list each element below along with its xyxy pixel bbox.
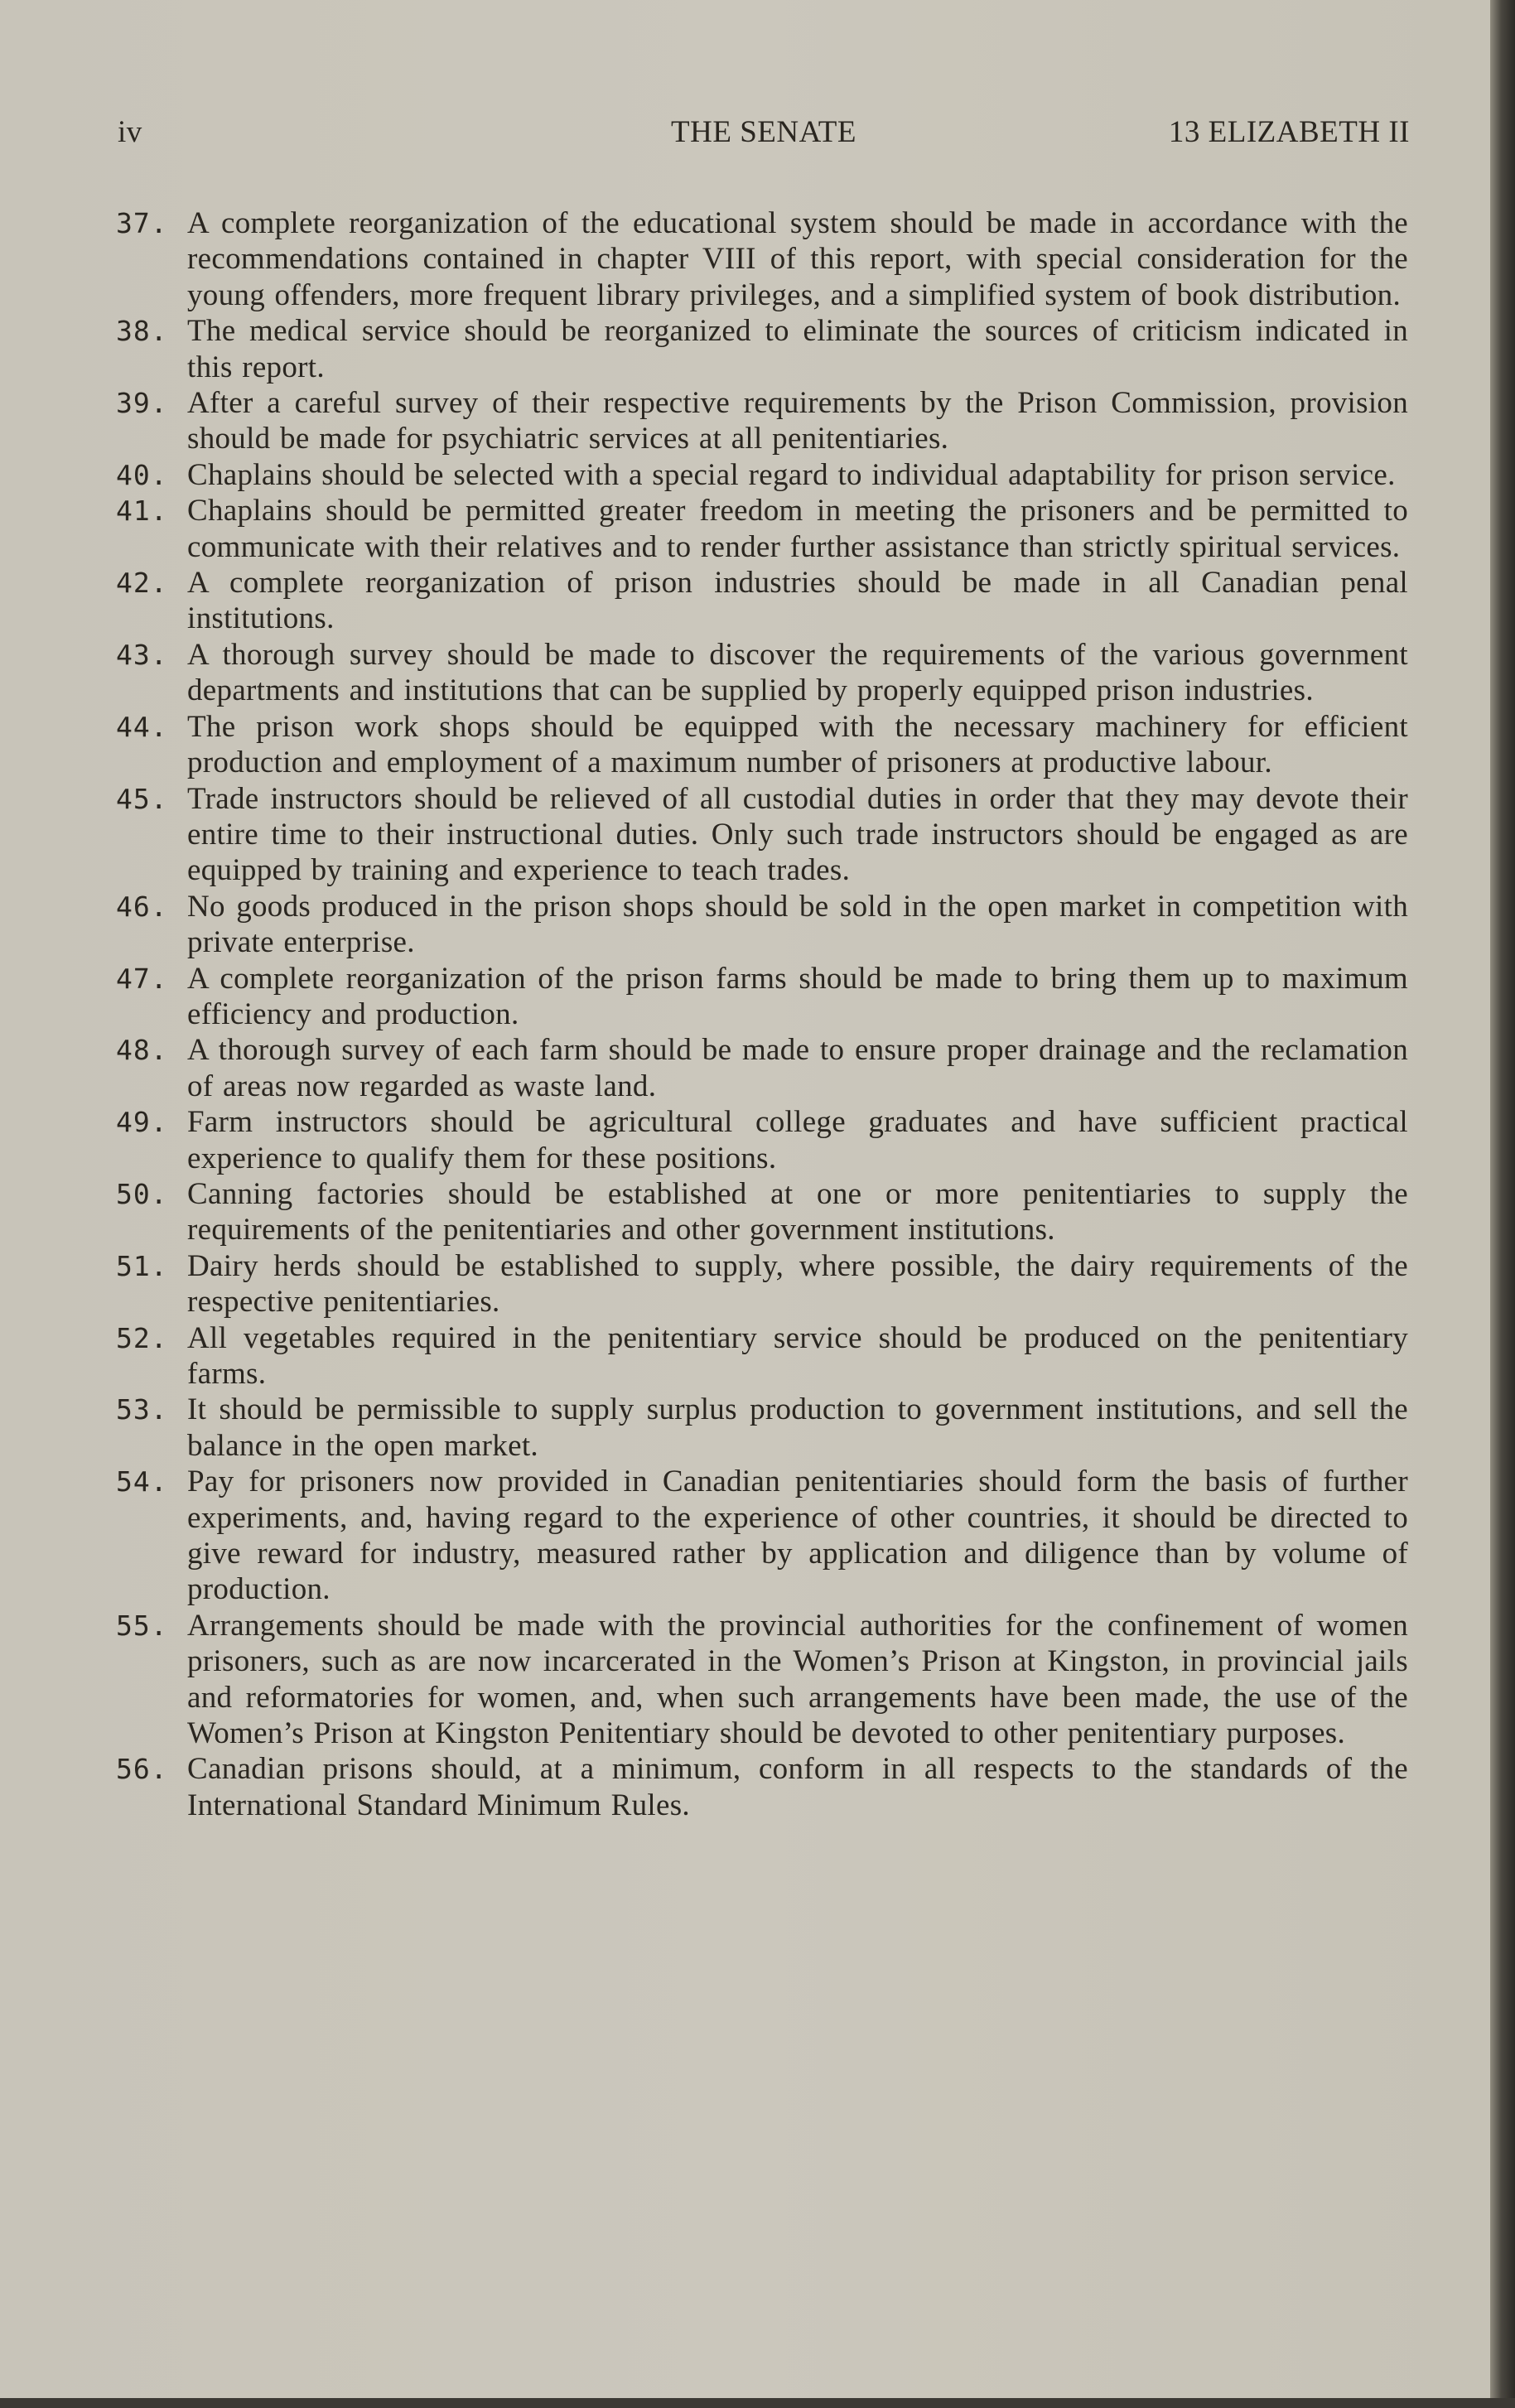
item-number: 53. bbox=[116, 1393, 168, 1426]
item-number: 39. bbox=[116, 387, 168, 420]
item-number: 42. bbox=[116, 567, 168, 600]
page-bottom-edge bbox=[0, 2398, 1515, 2408]
item-number: 51. bbox=[116, 1249, 168, 1282]
header-session: 13 ELIZABETH II bbox=[1168, 115, 1410, 149]
item-text: A thorough survey of each farm should be made to ensure proper drainage and the reclamation of areas now regarded as waste land. bbox=[187, 1033, 1408, 1103]
recommendation-item bbox=[116, 493, 1408, 565]
item-text: All vegetables required in the penitentiary service should be produced on the penitentiary farms. bbox=[187, 1320, 1408, 1391]
item-number: 49. bbox=[116, 1106, 168, 1139]
item-number: 38. bbox=[116, 315, 168, 348]
item-number: 40. bbox=[116, 458, 168, 491]
recommendation-item bbox=[116, 889, 1408, 961]
header-title: THE SENATE bbox=[671, 115, 856, 149]
item-number: 56. bbox=[116, 1753, 168, 1786]
item-text: Canadian prisons should, at a minimum, conform in all respects to the standards of the International Standard Minimum Rules. bbox=[187, 1752, 1408, 1822]
item-text: Farm instructors should be agricultural college graduates and have sufficient practical experience to qualify them for these positions. bbox=[187, 1105, 1408, 1175]
item-text: A complete reorganization of the prison farms should be made to bring them up to maximum efficiency and production. bbox=[187, 961, 1408, 1031]
item-text: A complete reorganization of the educational system should be made in accordance with the recommendations contained in chapter VIII of this report, with special consideration for the young offenders, more frequent library privileges, and a simplified system of book distribution. bbox=[187, 206, 1408, 312]
recommendation-item bbox=[116, 1176, 1408, 1248]
running-header bbox=[118, 114, 1410, 151]
item-text: Canning factories should be established at one or more penitentiaries to supply the requirements of the penitentiaries and other government institutions. bbox=[187, 1176, 1408, 1247]
recommendation-item bbox=[116, 205, 1408, 313]
item-number: 54. bbox=[116, 1465, 168, 1498]
item-text: It should be permissible to supply surplus production to government institutions, and sell the balance in the open market. bbox=[187, 1392, 1408, 1463]
recommendation-item bbox=[116, 637, 1408, 709]
item-text: Arrangements should be made with the provincial authorities for the confinement of women prisoners, such as are now incarcerated in the Women’s Prison at Kingston, in provincial jails and reformatories for women, and, when such arrangements have been made, the use of the Women’s Prison at Kingston Penitentiary should be devoted to other penitentiary purposes. bbox=[187, 1608, 1408, 1751]
recommendation-item bbox=[116, 1248, 1408, 1320]
recommendations-list bbox=[116, 205, 1408, 1823]
recommendation-item bbox=[116, 385, 1408, 457]
recommendation-item bbox=[116, 709, 1408, 781]
item-text: Chaplains should be permitted greater freedom in meeting the prisoners and be permitted to communicate with their relatives and to render further assistance than strictly spiritual services. bbox=[187, 494, 1408, 564]
item-number: 46. bbox=[116, 890, 168, 923]
book-spine-edge bbox=[1490, 0, 1515, 2408]
recommendation-item bbox=[116, 781, 1408, 889]
recommendation-item bbox=[116, 1608, 1408, 1752]
item-number: 52. bbox=[116, 1321, 168, 1354]
item-number: 47. bbox=[116, 962, 168, 995]
item-number: 37. bbox=[116, 207, 168, 239]
item-number: 48. bbox=[116, 1034, 168, 1067]
recommendation-item bbox=[116, 1751, 1408, 1823]
item-text: Trade instructors should be relieved of all custodial duties in order that they may devote their entire time to their instructional duties. Only such trade instructors should be engaged as are equipped by training and experience to teach trades. bbox=[187, 781, 1408, 888]
item-text: A thorough survey should be made to discover the requirements of the various government departments and institutions that can be supplied by properly equipped prison industries. bbox=[187, 637, 1408, 708]
recommendation-item bbox=[116, 1104, 1408, 1176]
recommendation-item bbox=[116, 961, 1408, 1033]
recommendation-item bbox=[116, 1320, 1408, 1392]
recommendation-item bbox=[116, 457, 1408, 493]
item-number: 45. bbox=[116, 782, 168, 815]
item-text: The medical service should be reorganized to eliminate the sources of criticism indicated in this report. bbox=[187, 314, 1408, 384]
item-number: 55. bbox=[116, 1609, 168, 1642]
recommendation-item bbox=[116, 1464, 1408, 1608]
item-number: 44. bbox=[116, 710, 168, 743]
item-text: No goods produced in the prison shops should be sold in the open market in competition with private enterprise. bbox=[187, 889, 1408, 960]
item-text: A complete reorganization of prison industries should be made in all Canadian penal institutions. bbox=[187, 566, 1408, 636]
item-number: 50. bbox=[116, 1177, 168, 1210]
item-text: The prison work shops should be equipped with the necessary machinery for efficient production and employment of a maximum number of prisoners at productive labour. bbox=[187, 709, 1408, 780]
recommendation-item bbox=[116, 565, 1408, 637]
item-number: 43. bbox=[116, 638, 168, 671]
item-text: Pay for prisoners now provided in Canadian penitentiaries should form the basis of further experiments, and, having regard to the experience of other countries, it should be directed to give reward for industry, measured rather by application and diligence than by volume of production. bbox=[187, 1465, 1408, 1607]
item-number: 41. bbox=[116, 495, 168, 528]
item-text: Dairy herds should be established to supply, where possible, the dairy requirements of the respective penitentiaries. bbox=[187, 1248, 1408, 1320]
recommendation-item bbox=[116, 313, 1408, 385]
item-text: Chaplains should be selected with a special regard to individual adaptability for prison service. bbox=[187, 457, 1396, 492]
recommendation-item bbox=[116, 1392, 1408, 1464]
item-text: After a careful survey of their respective requirements by the Prison Commission, provision should be made for psychiatric services at all penitentiaries. bbox=[187, 386, 1408, 456]
recommendation-item bbox=[116, 1032, 1408, 1104]
page-number: iv bbox=[118, 115, 142, 149]
